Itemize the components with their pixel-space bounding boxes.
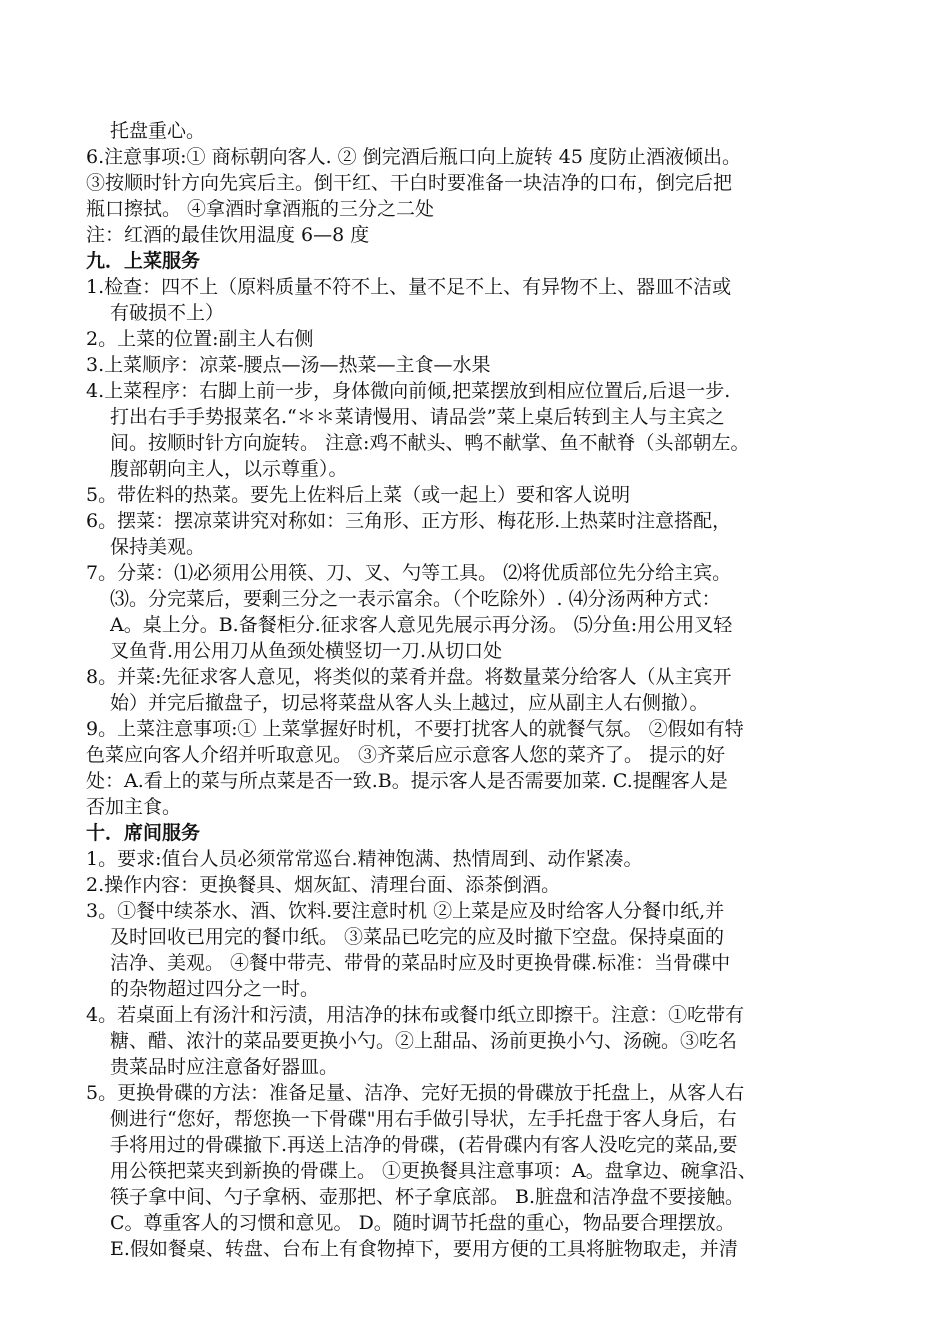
text-line: 及时回收已用完的餐巾纸。 ③菜品已吃完的应及时撤下空盘。保持桌面的 xyxy=(110,926,725,948)
text-line: 贵菜品时应注意备好器皿。 xyxy=(110,1056,339,1078)
text-line: 5。带佐料的热菜。要先上佐料后上菜（或一起上）要和客人说明 xyxy=(86,484,631,506)
text-line: 6。摆菜：摆凉菜讲究对称如：三角形、正方形、梅花形.上热菜时注意搭配， xyxy=(86,510,732,532)
text-line: 1.检查：四不上（原料质量不符不上、量不足不上、有异物不上、器皿不洁或 xyxy=(86,276,732,298)
text-line: 否加主食。 xyxy=(86,796,182,818)
text-line: 糖、醋、浓汁的菜品要更换小勺。②上甜品、汤前更换小勺、汤碗。③吃名 xyxy=(110,1030,738,1052)
text-line: 有破损不上） xyxy=(110,302,225,324)
text-line: 手将用过的骨碟撤下.再送上洁净的骨碟，(若骨碟内有客人没吃完的菜品,要 xyxy=(110,1134,738,1156)
text-line: 9。上菜注意事项:① 上菜掌握好时机，不要打扰客人的就餐气氛。 ②假如有特 xyxy=(86,718,744,740)
text-line: 7。分菜：⑴必须用公用筷、刀、叉、勺等工具。 ⑵将优质部位先分给主宾。 xyxy=(86,562,732,584)
text-line: 腹部朝向主人，以示尊重）。 xyxy=(110,458,348,480)
text-line: 4.上菜程序：右脚上前一步，身体微向前倾,把菜摆放到相应位置后,后退一步. xyxy=(86,380,731,402)
text-line: 用公筷把菜夹到新换的骨碟上。 ①更换餐具注意事项：A。盘拿边、碗拿沿、 xyxy=(110,1160,757,1182)
text-line: 洁净、美观。 ④餐中带壳、带骨的菜品时应及时更换骨碟.标准：当骨碟中 xyxy=(110,952,731,974)
text-line: 筷子拿中间、勺子拿柄、壶那把、杯子拿底部。 B.脏盘和洁净盘不要接触。 xyxy=(110,1186,745,1208)
text-line: 托盘重心。 xyxy=(110,120,206,142)
text-line: 的杂物超过四分之一时。 xyxy=(110,978,320,1000)
text-line: 打出右手手势报菜名.“＊＊菜请慢用、请品尝”菜上桌后转到主人与主宾之 xyxy=(110,406,725,428)
text-line: 始）并完后撤盘子，切忌将菜盘从客人头上越过，应从副主人右侧撤）。 xyxy=(110,692,709,714)
text-line: 侧进行“您好，帮您换一下骨碟"用右手做引导状，左手托盘于客人身后，右 xyxy=(110,1108,737,1130)
text-line: 注：红酒的最佳饮用温度 6—8 度 xyxy=(86,224,370,246)
section-heading: 九．上菜服务 xyxy=(86,250,201,272)
text-line: 8。并菜:先征求客人意见，将类似的菜肴并盘。将数量菜分给客人（从主宾开 xyxy=(86,666,732,688)
section-heading: 十．席间服务 xyxy=(86,822,201,844)
text-line: 1。要求:值台人员必须常常巡台.精神饱满、热情周到、动作紧凑。 xyxy=(86,848,643,870)
text-line: 2。上菜的位置:副主人右侧 xyxy=(86,328,314,350)
document-body xyxy=(86,118,870,1262)
text-line: ⑶。分完菜后，要剩三分之一表示富余。（个吃除外）. ⑷分汤两种方式： xyxy=(110,588,721,610)
text-line: E.假如餐桌、转盘、台布上有食物掉下，要用方便的工具将脏物取走，并清 xyxy=(110,1238,738,1260)
text-line: 3。①餐中续茶水、酒、饮料.要注意时机 ②上菜是应及时给客人分餐巾纸,并 xyxy=(86,900,725,922)
text-line: 3.上菜顺序：凉菜-腰点—汤—热菜—主食—水果 xyxy=(86,354,491,376)
text-line: 4。若桌面上有汤汁和污渍，用洁净的抹布或餐巾纸立即擦干。注意：①吃带有 xyxy=(86,1004,745,1026)
text-line: 处：A.看上的菜与所点菜是否一致.B。提示客人是否需要加菜. C.提醒客人是 xyxy=(86,770,728,792)
text-line: 叉鱼背.用公用刀从鱼颈处横竖切一刀.从切口处 xyxy=(110,640,503,662)
text-line: 色菜应向客人介绍并听取意见。 ③齐菜后应示意客人您的菜齐了。 提示的好 xyxy=(86,744,726,766)
text-line: A。桌上分。B.备餐柜分.征求客人意见先展示再分汤。 ⑸分鱼:用公用叉轻 xyxy=(110,614,733,636)
text-line: 间。按顺时针方向旋转。 注意:鸡不献头、鸭不献掌、鱼不献脊（头部朝左。 xyxy=(110,432,750,454)
text-line: 6.注意事项:① 商标朝向客人. ② 倒完酒后瓶口向上旋转 45 度防止酒液倾出。 xyxy=(86,146,741,168)
text-line: 保持美观。 xyxy=(110,536,206,558)
text-line: 2.操作内容：更换餐具、烟灰缸、清理台面、添茶倒酒。 xyxy=(86,874,561,896)
text-line: 瓶口擦拭。 ④拿酒时拿酒瓶的三分之二处 xyxy=(86,198,435,220)
text-line: ③按顺时针方向先宾后主。倒干红、干白时要准备一块洁净的口布，倒完后把 xyxy=(86,172,733,194)
text-line: 5。更换骨碟的方法：准备足量、洁净、完好无损的骨碟放于托盘上，从客人右 xyxy=(86,1082,745,1104)
text-line: C。尊重客人的习惯和意见。 D。随时调节托盘的重心，物品要合理摆放。 xyxy=(110,1212,735,1234)
